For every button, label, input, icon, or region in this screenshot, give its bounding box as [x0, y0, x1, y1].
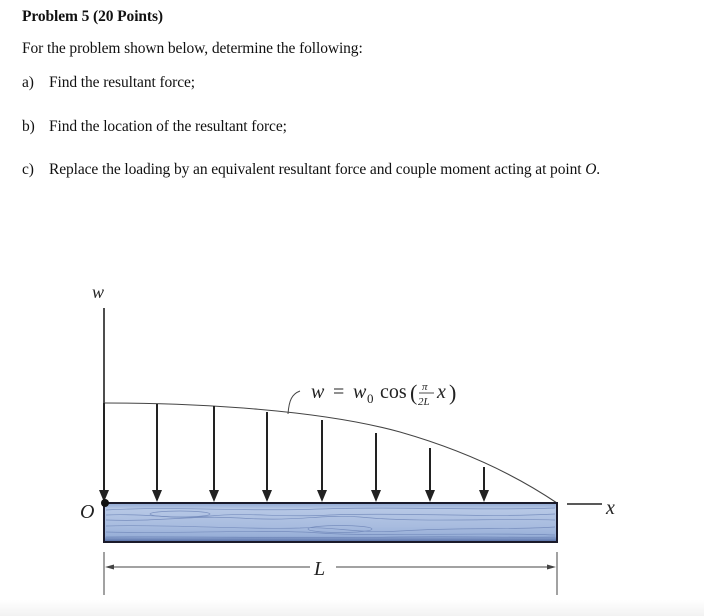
- eq-close-paren: ): [449, 380, 457, 405]
- length-label: L: [314, 558, 326, 580]
- load-equation: [311, 380, 456, 408]
- question-b-text: Find the location of the resultant force;: [49, 118, 287, 135]
- eq-equals: =: [333, 381, 345, 403]
- problem-intro: For the problem shown below, determine the following:: [22, 40, 363, 57]
- question-c-text: Replace the loading by an equivalent resultant force and couple moment acting at point: [49, 161, 586, 178]
- question-c-label: c): [22, 161, 34, 178]
- question-b-label: b): [22, 118, 35, 135]
- question-a-text: Find the resultant force;: [49, 74, 195, 91]
- dimension-L: [104, 552, 557, 595]
- question-c-end: .: [596, 161, 601, 178]
- beam: [101, 499, 557, 542]
- eq-lhs: w: [311, 381, 325, 403]
- load-arrows: [99, 403, 489, 502]
- eq-cos: cos: [380, 381, 407, 403]
- eq-open-paren: (: [410, 380, 418, 405]
- origin-label: O: [80, 501, 95, 523]
- eq-var-x: x: [437, 381, 446, 403]
- w-axis-label: w: [92, 282, 105, 302]
- page-bottom-edge: [0, 600, 704, 616]
- question-c-point: O: [585, 161, 597, 178]
- problem-title: Problem 5 (20 Points): [22, 8, 163, 25]
- x-axis-label: x: [606, 497, 615, 519]
- question-a-label: a): [22, 74, 34, 91]
- load-curve: [104, 403, 557, 503]
- eq-frac-den: 2L: [418, 396, 430, 408]
- point-o-marker: [101, 499, 109, 507]
- eq-frac-num: π: [422, 381, 428, 393]
- equation-leader: [288, 391, 300, 414]
- eq-w0: w: [353, 381, 367, 403]
- eq-w0-sub: 0: [367, 391, 374, 406]
